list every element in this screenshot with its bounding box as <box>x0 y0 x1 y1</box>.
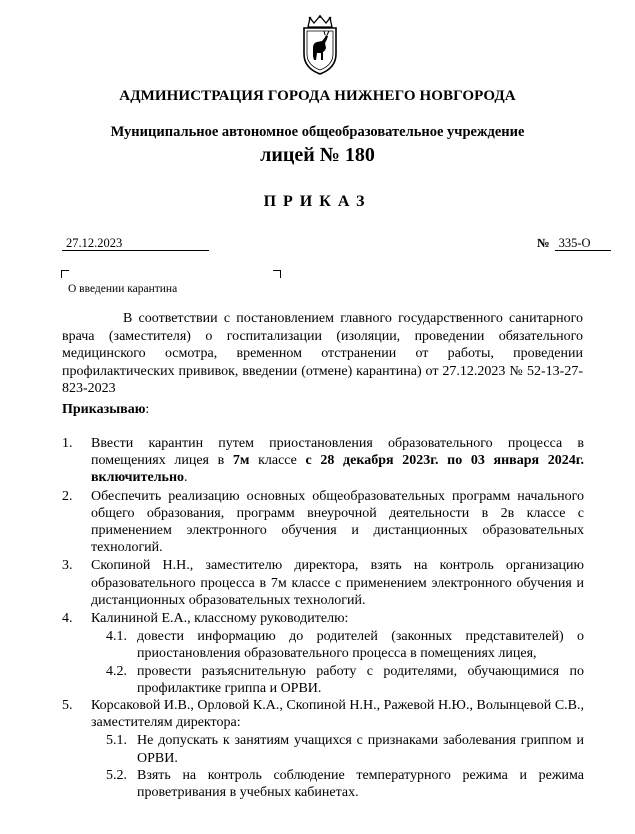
sub-item-text: довести информацию до родителей (законных представителей) о приостановления образовательного процесса в помещениях лицея, <box>137 629 584 662</box>
list-item <box>0 697 635 731</box>
number-sign: № <box>537 236 550 250</box>
sub-list-item <box>0 663 635 697</box>
order-subject: О введении карантина <box>68 283 178 295</box>
sub-list-item <box>0 732 635 766</box>
order-date: 27.12.2023 <box>62 236 209 251</box>
item-text: Калининой Е.А., классному руководителю: <box>91 611 349 627</box>
school-type-line: Муниципальное автономное общеобразовательное учреждение <box>110 124 525 140</box>
item-number: 4. <box>62 611 73 627</box>
subject-bracket-right <box>273 270 281 278</box>
sub-list-item <box>0 767 635 801</box>
list-item <box>0 435 635 487</box>
coat-of-arms-emblem <box>298 14 342 76</box>
sub-item-text: Не допускать к занятиям учащихся с признаками заболевания гриппом и ОРВИ. <box>137 733 584 766</box>
item-number: 2. <box>62 488 73 504</box>
item-text: Корсаковой И.В., Орловой К.А., Скопиной Н.Н., Ражевой Н.Ю., Волынцевой С.В., заместителям директора: <box>91 698 584 731</box>
order-word: Приказываю <box>62 402 146 417</box>
item-text: Ввести карантин путем приостановления образовательного процесса в помещениях лицея в 7м классе с 28 декабря 2023г. по 03 января 2024г. включительно. <box>91 436 584 486</box>
order-title: ПРИКАЗ <box>263 193 372 210</box>
sub-item-number: 5.2. <box>106 767 127 783</box>
sub-item-text: провести разъяснительную работу с родителями, обучающимися по профилактике гриппа и ОРВИ. <box>137 663 584 696</box>
list-item <box>0 488 635 557</box>
sub-item-number: 5.1. <box>106 733 127 749</box>
lyceum-name: лицей № 180 <box>260 144 375 166</box>
order-items-list <box>0 435 635 801</box>
sub-item-number: 4.1. <box>106 629 127 645</box>
sub-item-text: Взять на контроль соблюдение температурного режима и режима проветривания в учебных кабинетах. <box>137 767 584 801</box>
administration-title: АДМИНИСТРАЦИЯ ГОРОДА НИЖНЕГО НОВГОРОДА <box>119 88 516 104</box>
item-text: Обеспечить реализацию основных общеобразовательных программ начального общего образования, программ внеурочной деятельности в 2в классе с применением электронного обучения и дистанционных образовательных технологий. <box>91 488 584 556</box>
list-item <box>0 557 635 609</box>
item-number: 5. <box>62 698 73 714</box>
item-number: 3. <box>62 558 73 574</box>
order-number-field <box>537 236 611 251</box>
intro-paragraph: В соответствии с постановлением главного государственного санитарного врача (заместителя) о госпитализации (изоляции, проведении обязательного медицинского осмотра, временном отстранении от работы, проведении профилактических прививок, введении (отмене) карантина) от 27.12.2023 № 52-13-27-823-2023 <box>62 311 583 397</box>
order-colon: : <box>145 402 150 417</box>
order-number: 335-О <box>555 236 611 251</box>
order-directive <box>62 402 149 418</box>
item-number: 1. <box>62 436 73 451</box>
sub-list-item <box>0 628 635 662</box>
list-item <box>0 610 635 627</box>
item-text: Скопиной Н.Н., заместителю директора, взять на контроль организацию образовательного процесса в 7м классе с применением электронного обучения и дистанционных образовательных технологий. <box>91 558 584 608</box>
sub-item-number: 4.2. <box>106 663 127 679</box>
subject-bracket-left <box>61 270 69 278</box>
